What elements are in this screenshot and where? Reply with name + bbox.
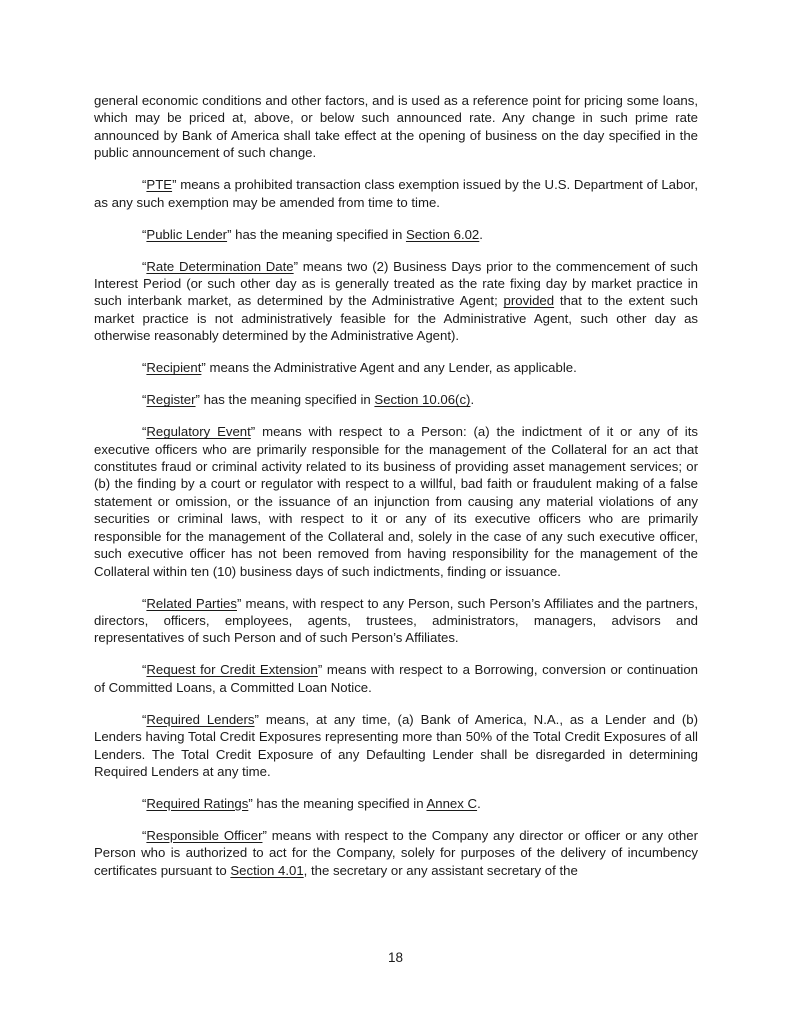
defined-term: Responsible Officer [146, 827, 263, 843]
cross-reference: provided [503, 293, 555, 309]
continuation-paragraph: general economic conditions and other factors, and is used as a reference point for pricing some loans, which may be priced at, above, or below such announced rate. Any change in such prime rate announced by Bank of America shall take effect at the opening of business on the day specified in the public announcement of such change. [94, 93, 698, 161]
definition-recipient: “Recipient” means the Administrative Agent and any Lender, as applicable. [142, 360, 577, 376]
definition-public-lender: “Public Lender” has the meaning specified in Section 6.02. [142, 226, 483, 242]
definition-text: means two (2) Business Days prior to the commencement of such Interest Period (or such other day as is generally treated as the rate fixing day by market practice in such interbank market, as determined by the Administrative Agent; [94, 258, 698, 309]
document-body [94, 92, 698, 879]
defined-term: Required Lenders [146, 711, 255, 727]
definition-text: means with respect to a Borrowing, conversion or continuation of Committed Loans, a Committed Loan Notice. [94, 662, 698, 695]
defined-term: Required Ratings [146, 795, 249, 811]
definition-request-for-credit-extension: “Request for Credit Extension” means with respect to a Borrowing, conversion or continuation of Committed Loans, a Committed Loan Notice. [94, 662, 698, 695]
definition-text: means a prohibited transaction class exemption issued by the U.S. Department of Labor, as any such exemption may be amended from time to time. [94, 177, 698, 210]
definition-pte: “PTE” means a prohibited transaction class exemption issued by the U.S. Department of Labor, as any such exemption may be amended from time to time. [94, 177, 698, 210]
defined-term: Register [146, 392, 196, 408]
definition-text: means, with respect to any Person, such Person’s Affiliates and the partners, directors, officers, employees, agents, trustees, administrators, managers, advisors and representatives of such Person and of such Person’s Affiliates. [94, 595, 699, 646]
definition-text: means with respect to a Person: (a) the indictment of it or any of its executive officers who are primarily responsible for the management of the Collateral for an act that constitutes fraud or criminal activity related to its business of providing asset management services; or (b) the finding by a court or regulator with respect to a willful, bad faith or fraudulent making of a false statement or omission, or the issuance of an injunction from causing any material violations of any securities or criminal laws, with respect to it or any of its executive officers who are primarily responsible for the management of the Collateral and, solely in the case of any such executive officer, such executive officer has not been removed from having responsibility for the management of the Collateral within ten (10) business days of such indictments, finding or issuance. [94, 424, 698, 579]
defined-term: Request for Credit Extension [146, 662, 318, 678]
definition-text: , the secretary or any assistant secretary of the [303, 862, 578, 878]
definition-text: has the meaning specified in [252, 795, 427, 811]
page-number: 18 [387, 950, 404, 965]
definition-text: that to the extent such market practice is not administratively feasible for the Administrative Agent, such other day as otherwise reasonably determined by the Administrative Agent). [94, 293, 698, 344]
definition-text: . [470, 392, 475, 408]
cross-reference: Section 4.01 [230, 862, 304, 878]
definition-text: means the Administrative Agent and any Lender, as applicable. [205, 360, 577, 376]
cross-reference: Section 10.06(c) [374, 392, 471, 408]
cross-reference: Annex C [426, 795, 478, 811]
definition-required-ratings: “Required Ratings” has the meaning specified in Annex C. [142, 795, 481, 811]
definition-register: “Register” has the meaning specified in Section 10.06(c). [142, 392, 475, 408]
definition-text: has the meaning specified in [231, 226, 406, 242]
defined-term: Regulatory Event [146, 424, 251, 440]
defined-term: Related Parties [146, 595, 237, 611]
definition-related-parties: “Related Parties” means, with respect to any Person, such Person’s Affiliates and the partners, directors, officers, employees, agents, trustees, administrators, managers, advisors and representatives of such Person and of such Person’s Affiliates. [94, 595, 699, 646]
defined-term: Public Lender [146, 226, 228, 242]
definition-rate-determination-date: “Rate Determination Date” means two (2) Business Days prior to the commencement of such Interest Period (or such other day as is generally treated as the rate fixing day by market practice in such interbank market, as determined by the Administrative Agent; provided that to the extent such market practice is not administratively feasible for the Administrative Agent, such other day as otherwise reasonably determined by the Administrative Agent). [94, 258, 698, 344]
definition-text: . [479, 226, 483, 242]
defined-term: Recipient [146, 360, 202, 376]
definition-text: . [477, 795, 481, 811]
definition-required-lenders: “Required Lenders” means, at any time, (a) Bank of America, N.A., as a Lender and (b) Lenders having Total Credit Exposures representing more than 50% of the Total Credit Exposures of all Lenders. The Total Credit Exposure of any Defaulting Lender shall be disregarded in determining Required Lenders at any time. [94, 711, 699, 779]
definition-regulatory-event: “Regulatory Event” means with respect to a Person: (a) the indictment of it or any of its executive officers who are primarily responsible for the management of the Collateral for an act that constitutes fraud or criminal activity related to its business of providing asset management services; or (b) the finding by a court or regulator with respect to a willful, bad faith or fraudulent making of a false statement or omission, or the issuance of an injunction from causing any material violations of any securities or criminal laws, with respect to it or any of its executive officers who are primarily responsible for the management of the Collateral and, solely in the case of any such executive officer, such executive officer has not been removed from having responsibility for the management of the Collateral within ten (10) business days of such indictments, finding or issuance. [94, 424, 698, 579]
definition-text: has the meaning specified in [199, 392, 375, 408]
definition-responsible-officer: “Responsible Officer” means with respect to the Company any director or officer or any other Person who is authorized to act for the Company, solely for purposes of the delivery of incumbency certificates pursuant to Section 4.01, the secretary or any assistant secretary of the [94, 827, 698, 878]
defined-term: PTE [146, 177, 173, 193]
defined-term: Rate Determination Date [146, 258, 294, 274]
definition-text: means, at any time, (a) Bank of America, N.A., as a Lender and (b) Lenders having Total Credit Exposures representing more than 50% of the Total Credit Exposures of all Lenders. The Total Credit Exposure of any Defaulting Lender shall be disregarded in determining Required Lenders at any time. [94, 711, 699, 779]
definition-text: means with respect to the Company any director or officer or any other Person who is authorized to act for the Company, solely for purposes of the delivery of incumbency certificates pursuant to [94, 827, 698, 878]
cross-reference: Section 6.02 [405, 226, 480, 242]
